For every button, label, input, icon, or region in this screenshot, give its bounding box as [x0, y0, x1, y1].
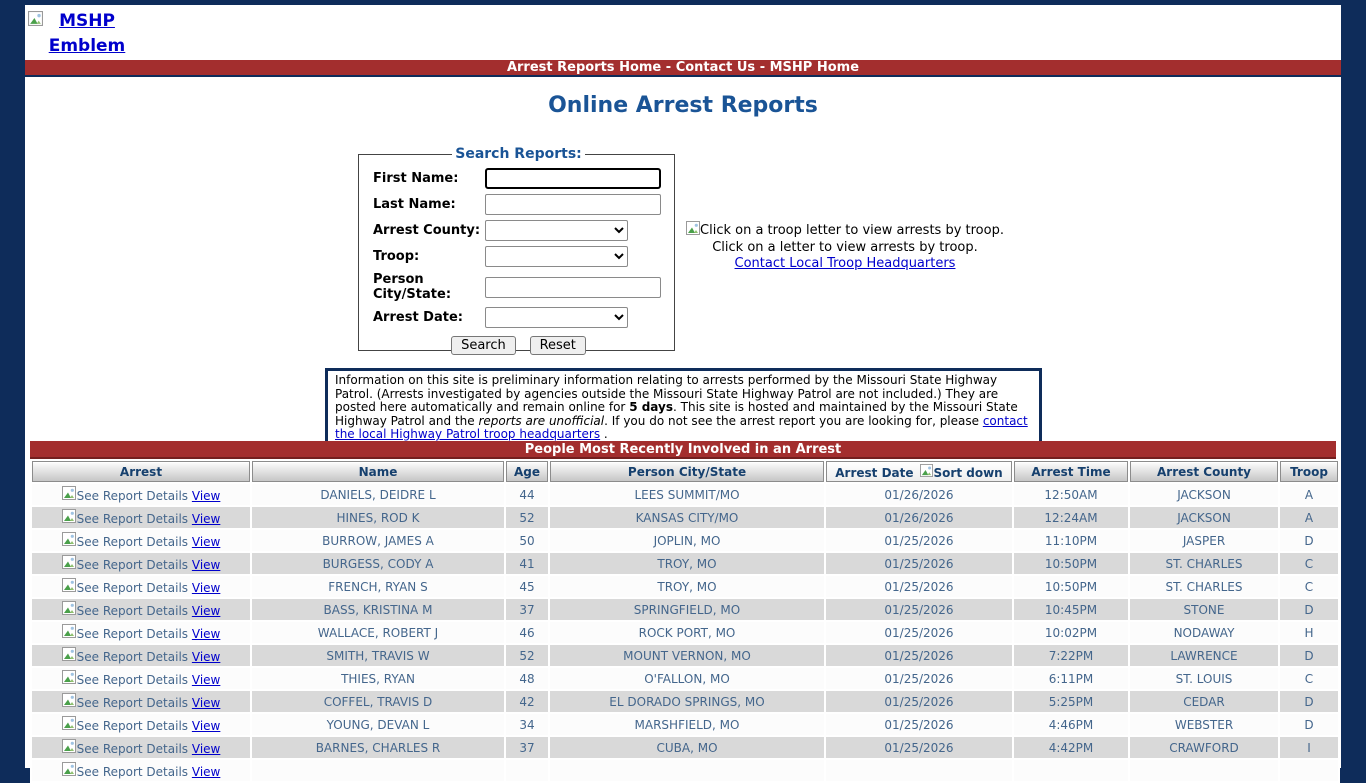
table-row [32, 737, 1338, 758]
see-report-details-alt-text: See Report Details [76, 489, 189, 503]
arrest-time-cell: 4:46PM [1014, 714, 1128, 735]
search-reports-form [358, 146, 675, 351]
see-report-details-alt-text: See Report Details [76, 696, 189, 710]
arrest-date-cell: 01/25/2026 [826, 691, 1012, 712]
first-name-input[interactable] [485, 168, 661, 189]
see-report-details-alt-text: See Report Details [76, 512, 189, 526]
masthead [25, 5, 1341, 60]
report-details-broken-image-icon [62, 624, 76, 641]
top-nav-bar [25, 60, 1341, 77]
arrest-results-section [30, 441, 1336, 783]
see-report-details-alt-text: See Report Details [76, 581, 189, 595]
view-report-link[interactable]: View [191, 581, 221, 595]
person-city-state-cell: LEES SUMMIT/MO [550, 484, 824, 505]
troop-cell: D [1280, 599, 1338, 620]
arrest-date-cell: 01/25/2026 [826, 645, 1012, 666]
col-header-arrest-county[interactable]: Arrest County [1130, 461, 1278, 482]
arrest-report-cell [32, 576, 250, 597]
report-details-broken-image-icon [62, 601, 76, 618]
age-cell: 46 [506, 622, 548, 643]
person-city-state-cell: ROCK PORT, MO [550, 622, 824, 643]
col-header-age[interactable]: Age [506, 461, 548, 482]
name-cell: BURROW, JAMES A [252, 530, 504, 551]
view-report-link[interactable]: View [191, 696, 221, 710]
arrest-report-cell [32, 530, 250, 551]
arrest-time-cell: 4:42PM [1014, 737, 1128, 758]
age-cell [506, 760, 548, 781]
arrest-date-cell: 01/25/2026 [826, 622, 1012, 643]
report-details-broken-image-icon [62, 486, 76, 503]
person-city-state-cell: JOPLIN, MO [550, 530, 824, 551]
troop-cell: D [1280, 645, 1338, 666]
search-button[interactable]: Search [451, 336, 516, 355]
table-row [32, 668, 1338, 689]
table-row [32, 599, 1338, 620]
view-report-link[interactable]: View [191, 627, 221, 641]
arrest-report-cell [32, 760, 250, 781]
arrest-report-cell [32, 484, 250, 505]
col-header-arrest[interactable]: Arrest [32, 461, 250, 482]
age-cell: 34 [506, 714, 548, 735]
arrest-county-label: Arrest County: [373, 223, 481, 238]
nav-link-contact-us[interactable]: Contact Us [675, 60, 756, 75]
troop-cell: I [1280, 737, 1338, 758]
arrest-report-cell [32, 645, 250, 666]
name-cell: DANIELS, DEIDRE L [252, 484, 504, 505]
notice-text: . This site is hosted and maintained by the Missouri State Highway Patrol and the [335, 400, 1018, 428]
sort-down-label: Sort down [933, 465, 1003, 480]
table-row [32, 507, 1338, 528]
arrest-date-header-label: Arrest Date [835, 465, 914, 480]
arrest-date-label: Arrest Date: [373, 310, 463, 325]
report-details-broken-image-icon [62, 693, 76, 710]
arrest-report-cell [32, 737, 250, 758]
person-city-state-label: Person City/State: [373, 272, 452, 302]
reset-button[interactable]: Reset [530, 336, 586, 355]
arrest-table-body [32, 484, 1338, 781]
person-city-state-cell: TROY, MO [550, 553, 824, 574]
view-report-link[interactable]: View [191, 719, 221, 733]
age-cell: 52 [506, 507, 548, 528]
age-cell: 48 [506, 668, 548, 689]
nav-link-mshp-home[interactable]: MSHP Home [769, 60, 860, 75]
view-report-link[interactable]: View [191, 765, 221, 779]
nav-separator: - [661, 60, 676, 75]
person-city-state-cell: KANSAS CITY/MO [550, 507, 824, 528]
age-cell: 52 [506, 645, 548, 666]
see-report-details-alt-text: See Report Details [76, 558, 189, 572]
arrest-time-cell [1014, 760, 1128, 781]
arrest-time-cell: 12:24AM [1014, 507, 1128, 528]
contact-local-troop-link[interactable]: Contact Local Troop Headquarters [734, 256, 956, 271]
arrest-report-cell [32, 691, 250, 712]
col-header-name[interactable]: Name [252, 461, 504, 482]
name-cell: FRENCH, RYAN S [252, 576, 504, 597]
see-report-details-alt-text: See Report Details [76, 604, 189, 618]
troop-cell: C [1280, 668, 1338, 689]
report-details-broken-image-icon [62, 578, 76, 595]
name-cell: HINES, ROD K [252, 507, 504, 528]
table-row [32, 576, 1338, 597]
notice-text: Information on this site is preliminary information relating to arrests performed by the Missouri State Highway Patrol. (Arrests investigated by agencies outside the Missouri State Highway Patrol are not included.) They are posted here automatically and remain online for [335, 373, 999, 414]
arrest-date-cell: 01/25/2026 [826, 737, 1012, 758]
arrest-county-cell: JACKSON [1130, 484, 1278, 505]
troop-cell: C [1280, 553, 1338, 574]
arrest-county-cell: CRAWFORD [1130, 737, 1278, 758]
arrest-county-cell: ST. LOUIS [1130, 668, 1278, 689]
see-report-details-alt-text: See Report Details [76, 719, 189, 733]
arrest-county-cell: STONE [1130, 599, 1278, 620]
last-name-input[interactable] [485, 194, 661, 215]
troop-cell: H [1280, 622, 1338, 643]
col-header-person-city-state[interactable]: Person City/State [550, 461, 824, 482]
table-row [32, 760, 1338, 781]
troop-label: Troop: [373, 249, 420, 264]
see-report-details-alt-text: See Report Details [76, 742, 189, 756]
troop-cell: A [1280, 484, 1338, 505]
view-report-link[interactable]: View [191, 535, 221, 549]
report-details-broken-image-icon [62, 509, 76, 526]
person-city-state-cell: EL DORADO SPRINGS, MO [550, 691, 824, 712]
report-details-broken-image-icon [62, 647, 76, 664]
arrest-report-cell [32, 714, 250, 735]
broken-image-icon [28, 9, 43, 34]
name-cell: BASS, KRISTINA M [252, 599, 504, 620]
notice-bold-5-days: 5 days [629, 400, 673, 414]
troop-cell: D [1280, 691, 1338, 712]
see-report-details-alt-text: See Report Details [76, 535, 189, 549]
col-header-arrest-date[interactable] [826, 461, 1012, 482]
view-report-link[interactable]: View [191, 489, 221, 503]
content-area [25, 5, 1341, 779]
view-report-link[interactable]: View [191, 673, 221, 687]
arrest-report-cell [32, 507, 250, 528]
arrest-date-cell: 01/25/2026 [826, 553, 1012, 574]
arrest-county-cell: WEBSTER [1130, 714, 1278, 735]
arrest-county-cell: NODAWAY [1130, 622, 1278, 643]
disclaimer-notice [325, 368, 1042, 449]
view-report-link[interactable]: View [191, 558, 221, 572]
person-city-state-cell: TROY, MO [550, 576, 824, 597]
person-city-state-cell: MOUNT VERNON, MO [550, 645, 824, 666]
arrest-time-cell: 6:11PM [1014, 668, 1128, 689]
name-cell: SMITH, TRAVIS W [252, 645, 504, 666]
arrest-date-cell: 01/26/2026 [826, 484, 1012, 505]
age-cell: 41 [506, 553, 548, 574]
sort-down-icon [920, 464, 933, 480]
arrest-time-cell: 11:10PM [1014, 530, 1128, 551]
see-report-details-alt-text: See Report Details [76, 650, 189, 664]
view-report-link[interactable]: View [191, 650, 221, 664]
notice-italic-unofficial: reports are unofficial [478, 413, 605, 428]
troop-map-alt-text: Click on a troop letter to view arrests by troop. [700, 223, 1004, 238]
table-row [32, 714, 1338, 735]
report-details-broken-image-icon [62, 716, 76, 733]
nav-link-arrest-reports-home[interactable]: Arrest Reports Home [506, 60, 662, 75]
person-city-state-cell: O'FALLON, MO [550, 668, 824, 689]
troop-cell: D [1280, 530, 1338, 551]
arrest-county-cell: ST. CHARLES [1130, 553, 1278, 574]
arrest-report-cell [32, 599, 250, 620]
see-report-details-alt-text: See Report Details [76, 765, 189, 779]
arrest-time-cell: 10:50PM [1014, 576, 1128, 597]
table-row [32, 484, 1338, 505]
arrest-report-cell [32, 668, 250, 689]
report-details-broken-image-icon [62, 532, 76, 549]
mshp-emblem-link[interactable] [28, 9, 131, 59]
view-report-link[interactable]: View [191, 512, 221, 526]
table-row [32, 645, 1338, 666]
troop-cell: D [1280, 714, 1338, 735]
arrest-results-table [30, 459, 1340, 783]
arrest-report-cell [32, 553, 250, 574]
nav-separator: - [755, 60, 770, 75]
troop-cell: C [1280, 576, 1338, 597]
report-details-broken-image-icon [62, 555, 76, 572]
arrest-date-cell [826, 760, 1012, 781]
arrest-county-cell [1130, 760, 1278, 781]
name-cell: BURGESS, CODY A [252, 553, 504, 574]
arrest-county-cell: JACKSON [1130, 507, 1278, 528]
notice-text: . If you do not see the arrest report you are looking for, please [604, 413, 983, 428]
person-city-state-cell: MARSHFIELD, MO [550, 714, 824, 735]
arrest-date-cell: 01/25/2026 [826, 714, 1012, 735]
name-cell: WALLACE, ROBERT J [252, 622, 504, 643]
person-city-state-cell [550, 760, 824, 781]
view-report-link[interactable]: View [191, 604, 221, 618]
troop-info-line2: Click on a letter to view arrests by troop. [712, 240, 978, 255]
arrest-time-cell: 7:22PM [1014, 645, 1128, 666]
see-report-details-alt-text: See Report Details [76, 627, 189, 641]
arrest-date-select[interactable] [485, 307, 628, 328]
page-title: Online Arrest Reports [548, 93, 818, 118]
table-row [32, 691, 1338, 712]
arrest-report-cell [32, 622, 250, 643]
age-cell: 37 [506, 737, 548, 758]
arrest-time-cell: 10:45PM [1014, 599, 1128, 620]
troop-cell: A [1280, 507, 1338, 528]
arrest-date-cell: 01/25/2026 [826, 530, 1012, 551]
report-details-broken-image-icon [62, 739, 76, 756]
arrest-county-cell: LAWRENCE [1130, 645, 1278, 666]
person-city-state-cell: SPRINGFIELD, MO [550, 599, 824, 620]
age-cell: 42 [506, 691, 548, 712]
report-details-broken-image-icon [62, 762, 76, 779]
first-name-label: First Name: [373, 171, 459, 186]
arrest-county-cell: ST. CHARLES [1130, 576, 1278, 597]
notice-troop-headquarters-link[interactable]: contact the local Highway Patrol troop headquarters [335, 413, 1028, 441]
name-cell: COFFEL, TRAVIS D [252, 691, 504, 712]
arrest-date-cell: 01/25/2026 [826, 599, 1012, 620]
table-row [32, 530, 1338, 551]
troop-map-broken-image-icon[interactable] [686, 221, 700, 240]
last-name-label: Last Name: [373, 197, 456, 212]
name-cell: BARNES, CHARLES R [252, 737, 504, 758]
name-cell [252, 760, 504, 781]
col-header-arrest-time[interactable]: Arrest Time [1014, 461, 1128, 482]
view-report-link[interactable]: View [191, 742, 221, 756]
troop-select[interactable] [485, 246, 628, 267]
age-cell: 44 [506, 484, 548, 505]
arrest-county-select[interactable] [485, 220, 628, 241]
mshp-emblem-alt-text: MSHP Emblem [48, 11, 126, 56]
name-cell: YOUNG, DEVAN L [252, 714, 504, 735]
arrest-county-cell: JASPER [1130, 530, 1278, 551]
troop-info-block [670, 221, 1020, 272]
arrest-date-cell: 01/26/2026 [826, 507, 1012, 528]
age-cell: 37 [506, 599, 548, 620]
table-title-bar: People Most Recently Involved in an Arrest [30, 441, 1336, 459]
person-city-state-input[interactable] [485, 277, 661, 298]
report-details-broken-image-icon [62, 670, 76, 687]
arrest-date-cell: 01/25/2026 [826, 668, 1012, 689]
search-reports-legend: Search Reports: [455, 146, 582, 162]
troop-cell [1280, 760, 1338, 781]
arrest-time-cell: 10:02PM [1014, 622, 1128, 643]
arrest-time-cell: 12:50AM [1014, 484, 1128, 505]
person-city-state-cell: CUBA, MO [550, 737, 824, 758]
col-header-troop[interactable]: Troop [1280, 461, 1338, 482]
arrest-county-cell: CEDAR [1130, 691, 1278, 712]
arrest-date-cell: 01/25/2026 [826, 576, 1012, 597]
arrest-time-cell: 10:50PM [1014, 553, 1128, 574]
table-row [32, 553, 1338, 574]
notice-text: . [600, 427, 608, 441]
age-cell: 45 [506, 576, 548, 597]
name-cell: THIES, RYAN [252, 668, 504, 689]
age-cell: 50 [506, 530, 548, 551]
table-row [32, 622, 1338, 643]
see-report-details-alt-text: See Report Details [76, 673, 189, 687]
arrest-time-cell: 5:25PM [1014, 691, 1128, 712]
